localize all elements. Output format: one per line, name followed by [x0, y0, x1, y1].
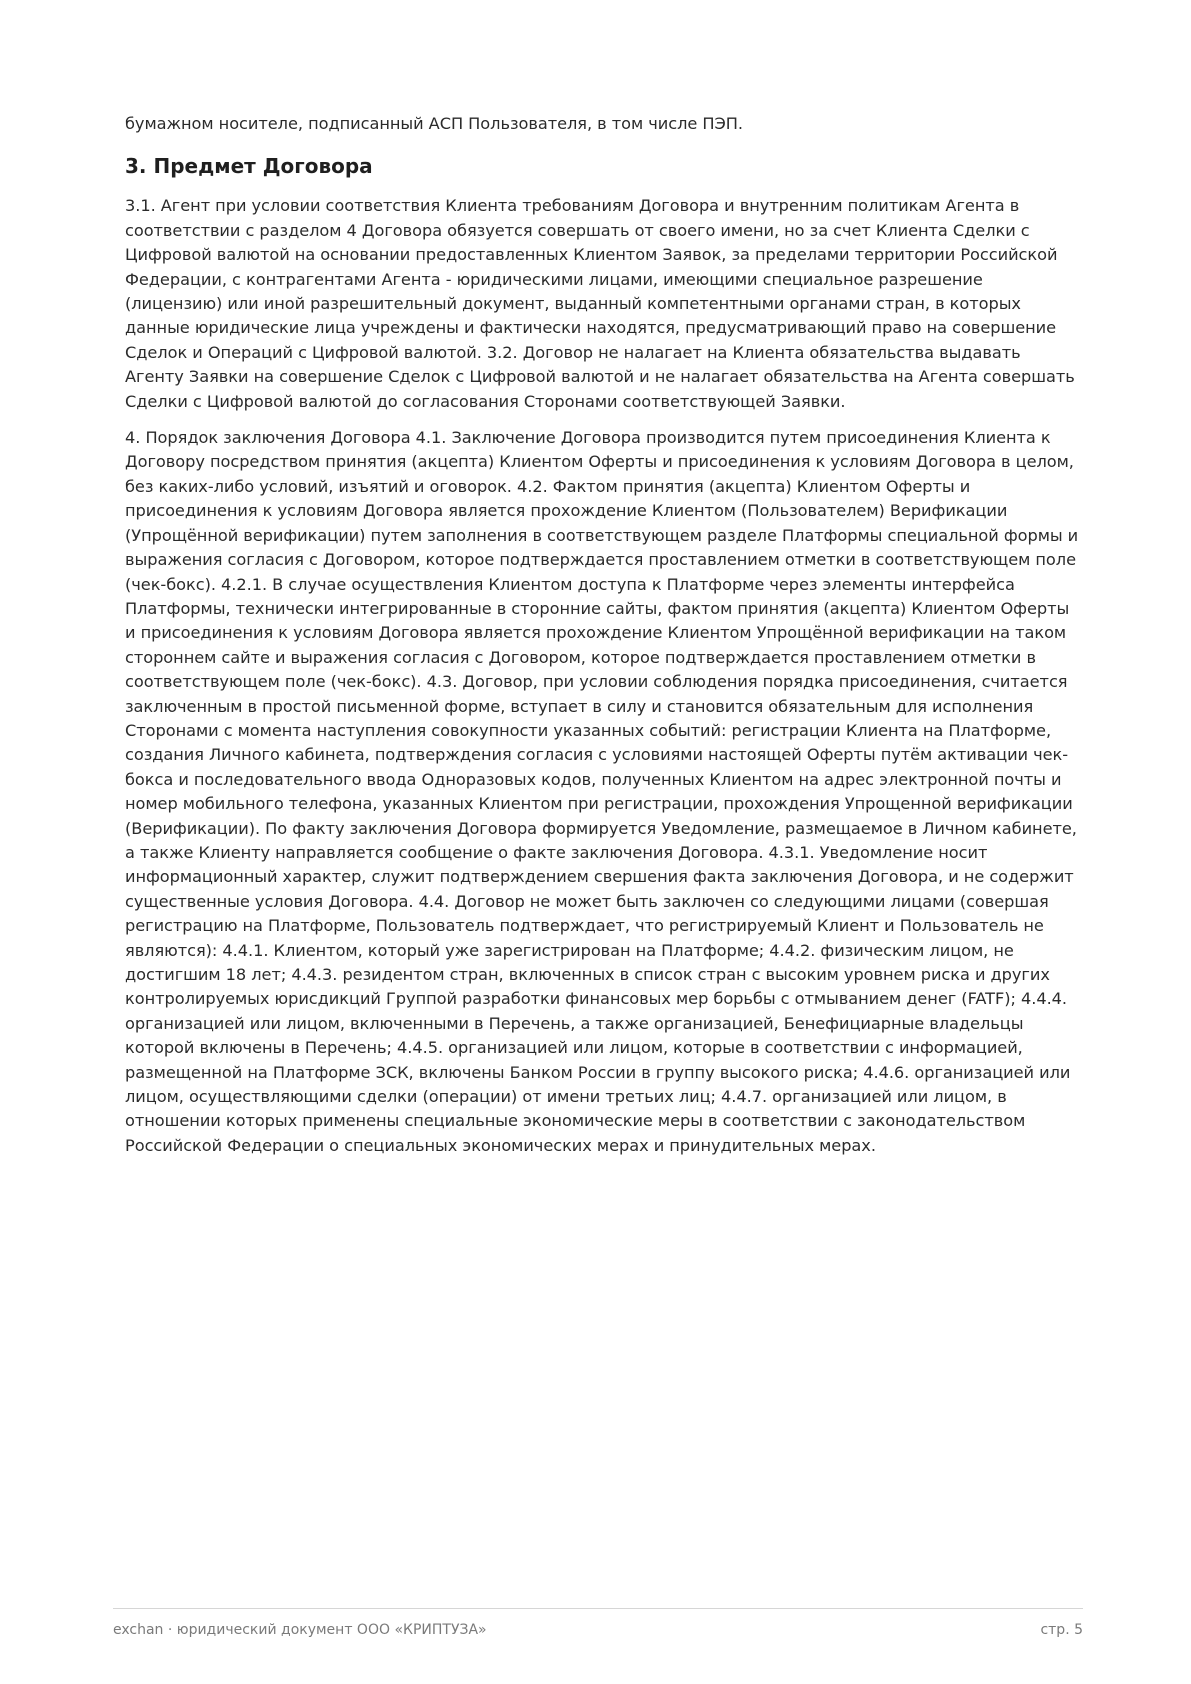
paragraph-4: 4. Порядок заключения Договора 4.1. Заключение Договора производится путем присоединения Клиента к Договору посредством принятия (акцепта) Клиентом Оферты и присоединения к условиям Договора в целом, без каких-либо условий, изъятий и оговорок. 4.2. Фактом принятия (акцепта) Клиентом Оферты и присоединения к условиям Договора является прохождение Клиентом (Пользователем) Верификации (Упрощённой верификации) путем заполнения в соответствующем разделе Платформы специальной формы и выражения согласия с Договором, которое подтверждается проставлением отметки в соответствующем поле (чек-бокс). 4.2.1. В случае осуществления Клиентом доступа к Платформе через элементы интерфейса Платформы, технически интегрированные в сторонние сайты, фактом принятия (акцепта) Клиентом Оферты и присоединения к условиям Договора является прохождение Клиентом Упрощённой верификации на таком стороннем сайте и выражения согласия с Договором, которое подтверждается проставлением отметки в соответствующем поле (чек-бокс). 4.3. Договор, при условии соблюдения порядка присоединения, считается заключенным в простой письменной форме, вступает в силу и становится обязательным для исполнения Сторонами с момента наступления совокупности указанных событий: регистрации Клиента на Платформе, создания Личного кабинета, подтверждения согласия с условиями настоящей Оферты путём активации чек-бокса и последовательного ввода Одноразовых кодов, полученных Клиентом на адрес электронной почты и номер мобильного телефона, указанных Клиентом при регистрации, прохождения Упрощенной верификации (Верификации). По факту заключения Договора формируется Уведомление, размещаемое в Личном кабинете, а также Клиенту направляется сообщение о факте заключения Договора. 4.3.1. Уведомление носит информационный характер, служит подтверждением свершения факта заключения Договора, и не содержит существенные условия Договора. 4.4. Договор не может быть заключен со следующими лицами (совершая регистрацию на Платформе, Пользователь подтверждает, что регистрируемый Клиент и Пользователь не являются): 4.4.1. Клиентом, который уже зарегистрирован на Платформе; 4.4.2. физическим лицом, не достигшим 18 лет; 4.4.3. резидентом стран, включенных в список стран с высоким уровнем риска и других контролируемых юрисдикций Группой разработки финансовых мер борьбы с отмыванием денег (FATF); 4.4.4. организацией или лицом, включенными в Перечень, а также организацией, Бенефициарные владельцы которой включены в Перечень; 4.4.5. организацией или лицом, которые в соответствии с информацией, размещенной на Платформе ЗСК, включены Банком России в группу высокого риска; 4.4.6. организацией или лицом, осуществляющими сделки (операции) от имени третьих лиц; 4.4.7. организацией или лицом, в отношении которых применены специальные экономические меры в соответствии с законодательством Российской Федерации о специальных экономических мерах и принудительных мерах. — [125, 428, 1079, 1155]
intro-fragment: бумажном носителе, подписанный АСП Пользователя, в том числе ПЭП. — [125, 114, 743, 133]
footer-document-label: exchan · юридический документ ООО «КРИПТУЗА» — [113, 1622, 487, 1638]
footer-divider — [113, 1608, 1083, 1609]
document-body — [125, 112, 1083, 1170]
paragraph-3-1: 3.1. Агент при условии соответствия Клиента требованиям Договора и внутренним политикам Агента в соответствии с разделом 4 Договора обязуется совершать от своего имени, но за счет Клиента Сделки с Цифровой валютой на основании предоставленных Клиентом Заявок, за пределами территории Российской Федерации, с контрагентами Агента - юридическими лицами, имеющими специальное разрешение (лицензию) или иной разрешительный документ, выданный компетентными органами стран, в которых данные юридические лица учреждены и фактически находятся, предусматривающий право на совершение Сделок и Операций с Цифровой валютой. 3.2. Договор не налагает на Клиента обязательства выдавать Агенту Заявки на совершение Сделок с Цифровой валютой и не налагает обязательства на Агента совершать Сделки с Цифровой валютой до согласования Сторонами соответствующей Заявки. — [125, 196, 1075, 411]
section-heading: 3. Предмет Договора — [125, 154, 373, 179]
page-number: стр. 5 — [1040, 1622, 1083, 1638]
